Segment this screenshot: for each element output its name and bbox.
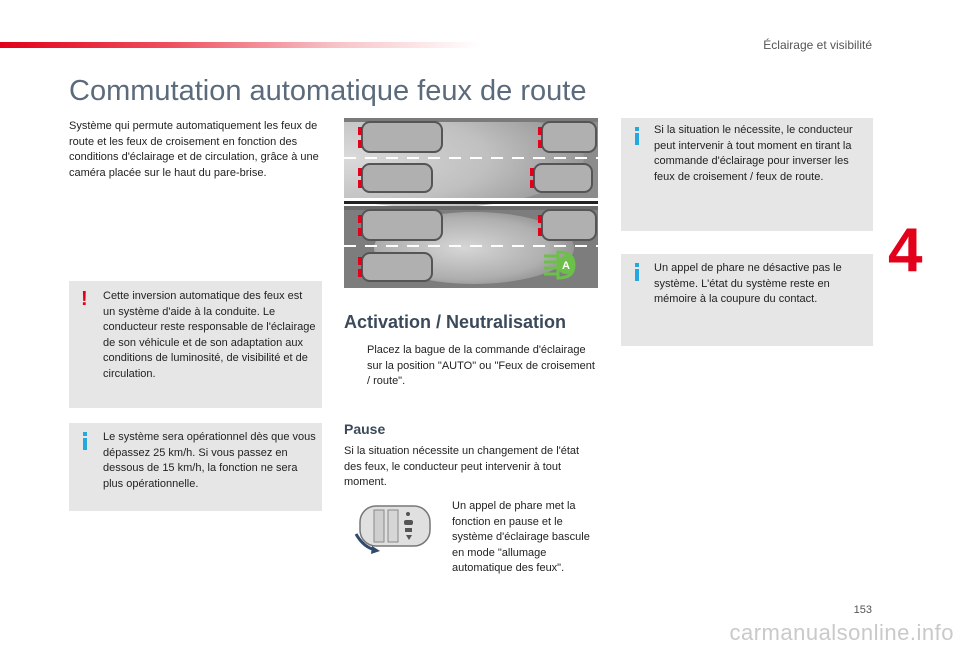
- chapter-number: 4: [888, 216, 923, 285]
- info-box-speed: [69, 423, 322, 511]
- info-icon: [635, 127, 639, 145]
- pause-step-text: Un appel de phare met la fonction en pause et le système d'éclairage bascule en mode "allumage automatique des feux".: [452, 500, 590, 574]
- pause-step: [430, 499, 600, 577]
- info-speed-text: Le système sera opérationnel dès que vous dépassez 25 km/h. Si vous passez en dessous de 15 km/h, la fonction ne sera plus opérationnelle.: [103, 431, 316, 490]
- info-override-text: Si la situation le nécessite, le conducteur peut intervenir à tout moment en tirant la commande d'éclairage pour inverser les feux de croisement / feux de route.: [654, 124, 853, 183]
- page-number: 153: [853, 604, 872, 616]
- info-box-memory: [621, 254, 873, 346]
- activation-step-text: Placez la bague de la commande d'éclairage sur la position "AUTO" ou "Feux de croisement / route".: [367, 344, 595, 387]
- activation-heading: Activation / Neutralisation: [344, 312, 567, 332]
- lighting-stalk-illustration: [350, 500, 432, 556]
- watermark: carmanualsonline.info: [729, 620, 954, 645]
- auto-beam-badge-letter: A: [562, 260, 570, 272]
- warning-box: [69, 281, 322, 408]
- headlight-illustration: [344, 118, 598, 288]
- intro-paragraph: Système qui permute automatiquement les feux de route et les feux de croisement en fonction des conditions d'éclairage et de circulation, grâce à une caméra placée sur le haut du pare-brise.: [69, 120, 319, 179]
- warning-text: Cette inversion automatique des feux est un système d'aide à la conduite. Le conducteur reste responsable de l'éclairage de son véhicule et de son adaptation aux conditions de luminosité, de visibilité et de circulation.: [103, 290, 316, 380]
- pause-heading: Pause: [344, 421, 386, 437]
- info-memory-text: Un appel de phare ne désactive pas le système. L'état du système reste en mémoire à la coupure du contact.: [654, 262, 842, 305]
- info-icon: [635, 263, 639, 281]
- page-title: Commutation automatique feux de route: [69, 75, 587, 107]
- exclamation-icon: !: [81, 288, 88, 310]
- info-icon: [83, 432, 87, 450]
- top-accent-bar: [0, 42, 480, 48]
- info-box-override: [621, 118, 873, 231]
- section-title: Éclairage et visibilité: [763, 38, 872, 52]
- pause-paragraph: Si la situation nécessite un changement de l'état des feux, le conducteur peut intervenir à tout moment.: [344, 445, 580, 488]
- activation-step: [344, 343, 600, 390]
